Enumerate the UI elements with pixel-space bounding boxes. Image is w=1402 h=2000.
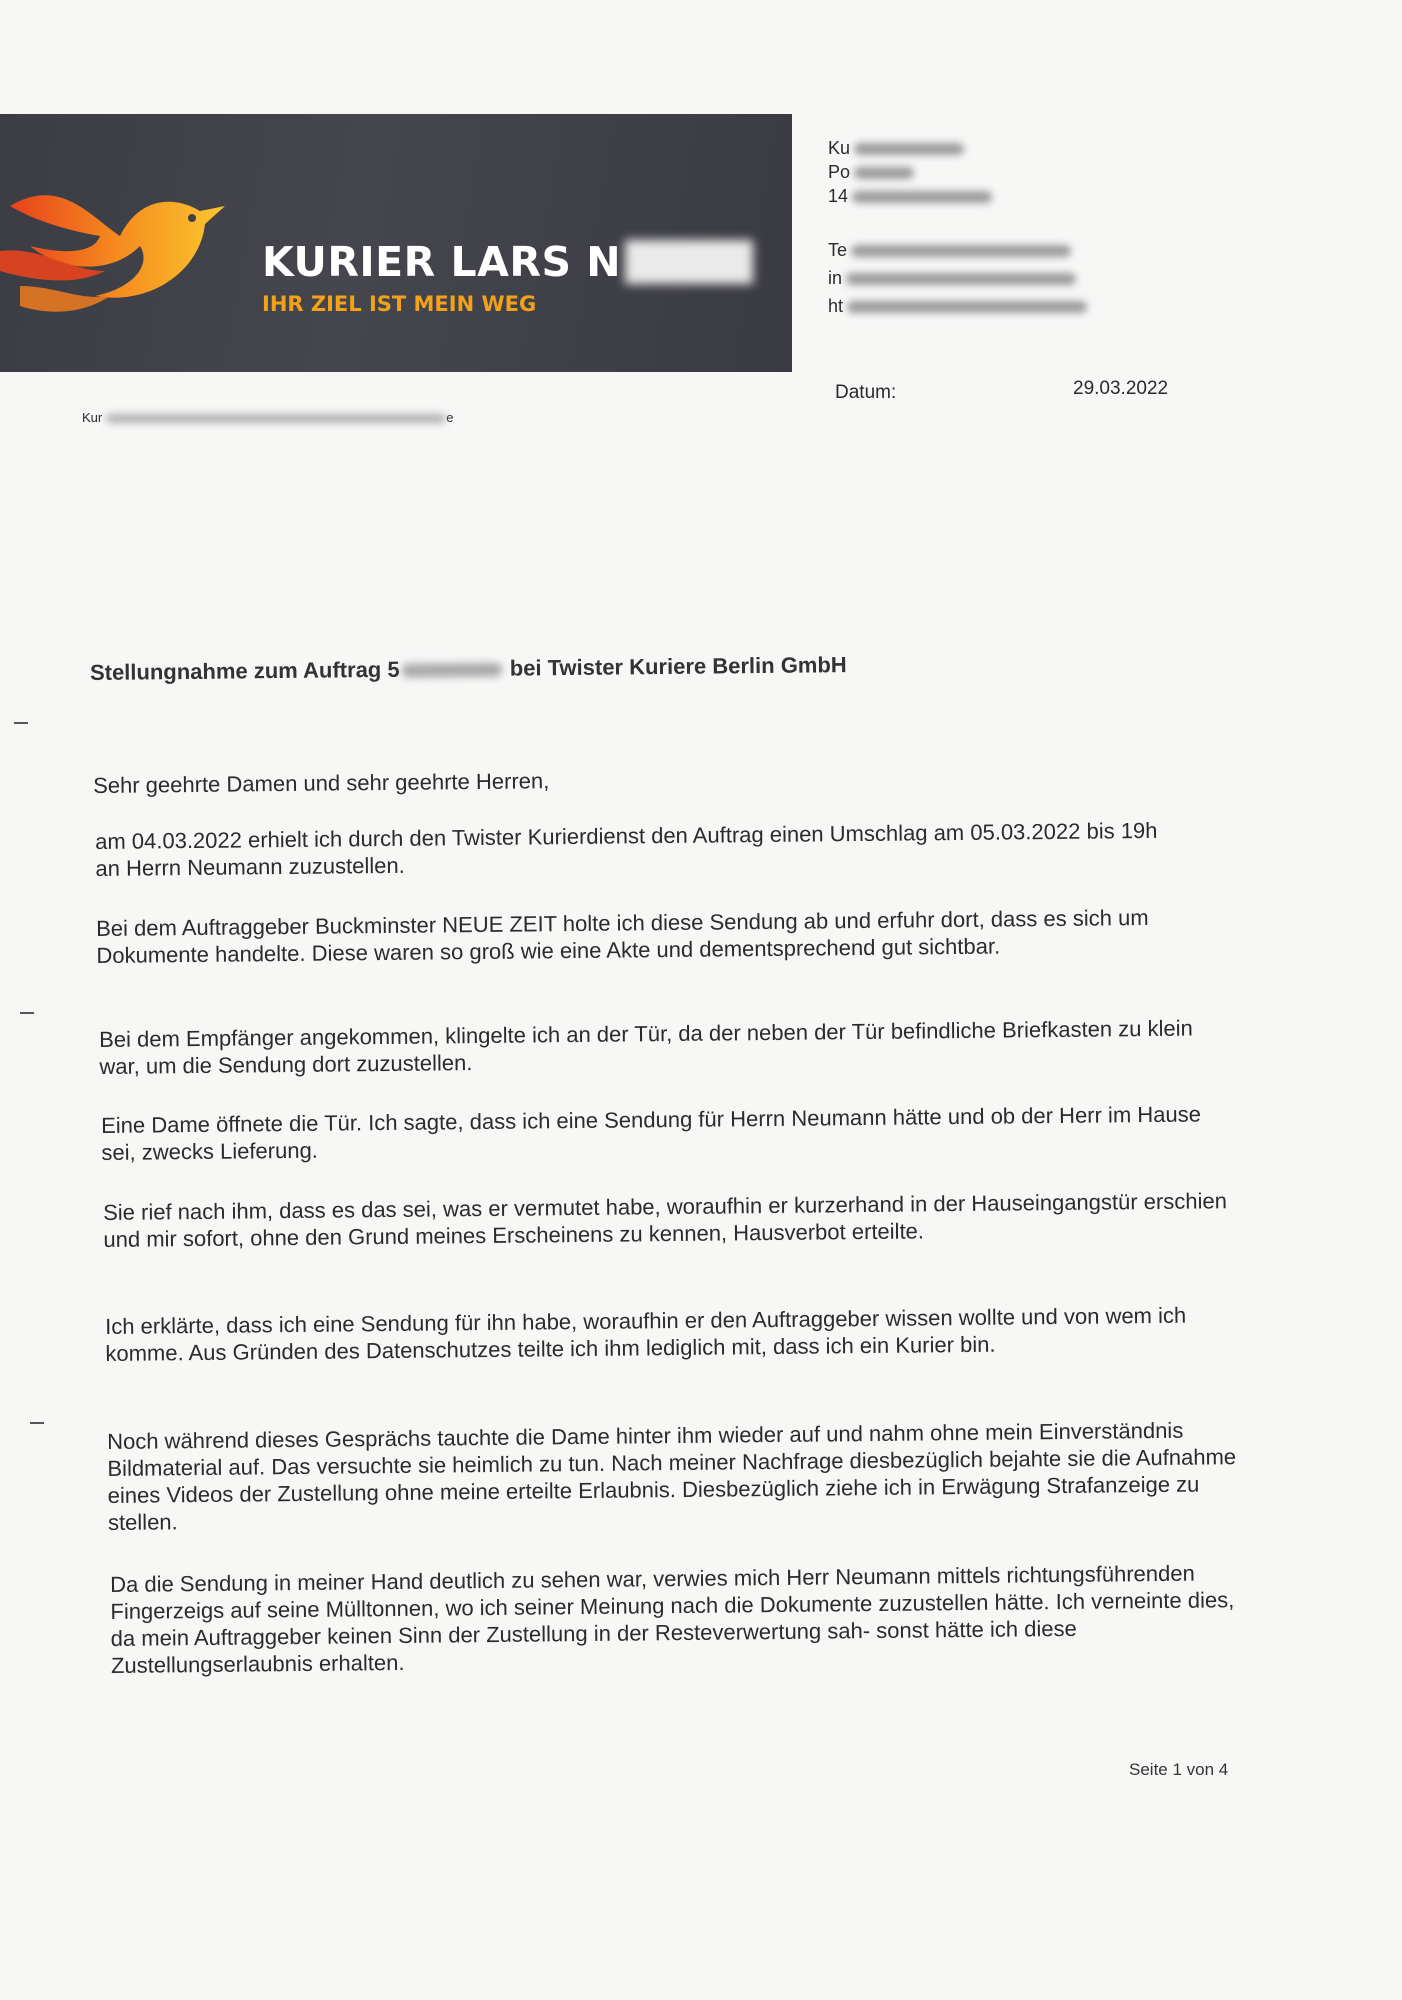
date-label: Datum: bbox=[835, 382, 897, 403]
paragraph-4: Eine Dame öffnete die Tür. Ich sagte, dass ich eine Sendung für Herrn Neumann hätte und ob der Herr im Hause sei, zwecks Lieferung. bbox=[101, 1101, 1202, 1165]
paragraph-2: Bei dem Auftraggeber Buckminster NEUE ZEIT holte ich diese Sendung ab und erfuhr dort, dass es sich um Dokumente handelte. Diese waren so groß wie eine Akte und dementsprechend gut sichtbar. bbox=[96, 904, 1149, 968]
salutation: Sehr geehrte Damen und sehr geehrte Herren, bbox=[93, 768, 550, 798]
sender-address bbox=[828, 136, 992, 208]
paragraph-7: Noch während dieses Gesprächs tauchte die Dame hinter ihm wieder auf und nahm ohne mein Einverständnis Bildmaterial auf. Das versuchte sie heimlich zu tun. Nach meiner Nachfrage diesbezüglich bejahte sie die Aufnahme eines Videos der Zustellung ohne meine erteilte Erlaubnis. Diesbezüglich ziehe ich in Erwägung Strafanzeige zu stellen. bbox=[107, 1417, 1237, 1535]
date-value: 29.03.2022 bbox=[1073, 378, 1169, 399]
paragraph-3: Bei dem Empfänger angekommen, klingelte ich an der Tür, da der neben der Tür befindliche Briefkasten zu klein war, um die Sendung dort zuzustellen. bbox=[99, 1015, 1193, 1079]
return-address: Kur e bbox=[82, 410, 454, 425]
sender-line-name: Ku bbox=[828, 138, 851, 158]
contact-phone: Te bbox=[828, 240, 848, 260]
punch-mark bbox=[20, 1012, 34, 1014]
paragraph-8: Da die Sendung in meiner Hand deutlich zu sehen war, verwies mich Herr Neumann mittels richtungsführenden Fingerzeigs auf seine Mülltonnen, wo ich seiner Meinung nach die Dokumente zuzustellen hätte. Ich verneinte dies, da mein Auftraggeber keinen Sinn der Zustellung in der Resteverwertung sah- sonst hätte ich diese Zustellungserlaubnis erhalten. bbox=[110, 1560, 1235, 1678]
page-number: Seite 1 von 4 bbox=[1129, 1760, 1229, 1779]
fold-mark bbox=[14, 722, 28, 724]
paragraph-5: Sie rief nach ihm, dass es das sei, was er vermutet habe, woraufhin er kurzerhand in der Hauseingangstür erschien und mir sofort, ohne den Grund meines Erscheinens zu kennen, Hausverbot erteilte. bbox=[103, 1188, 1228, 1252]
sender-line-street: Po bbox=[828, 162, 851, 182]
contact-block bbox=[828, 236, 1087, 320]
sender-line-city: 14 bbox=[828, 186, 849, 206]
letter-subject: Stellungnahme zum Auftrag 5 bei Twister Kuriere Berlin GmbH bbox=[89, 652, 847, 685]
brand-slogan: IHR ZIEL IST MEIN WEG bbox=[262, 292, 537, 316]
paragraph-1: am 04.03.2022 erhielt ich durch den Twister Kurierdienst den Auftrag einen Umschlag am 05.03.2022 bis 19h an Herrn Neumann zuzustellen. bbox=[95, 817, 1158, 881]
paragraph-6: Ich erklärte, dass ich eine Sendung für ihn habe, woraufhin er den Auftraggeber wissen wollte und von wem ich komme. Aus Gründen des Datenschutzes teilte ich ihm lediglich mit, dass ich ein Kurier bin. bbox=[105, 1302, 1187, 1366]
fold-mark-lower bbox=[30, 1422, 44, 1424]
brand-name: KURIER LARS N bbox=[262, 238, 753, 286]
contact-email: in bbox=[828, 268, 843, 288]
phoenix-logo-icon bbox=[0, 176, 250, 326]
contact-website: ht bbox=[828, 296, 844, 316]
logo-banner bbox=[0, 114, 792, 372]
